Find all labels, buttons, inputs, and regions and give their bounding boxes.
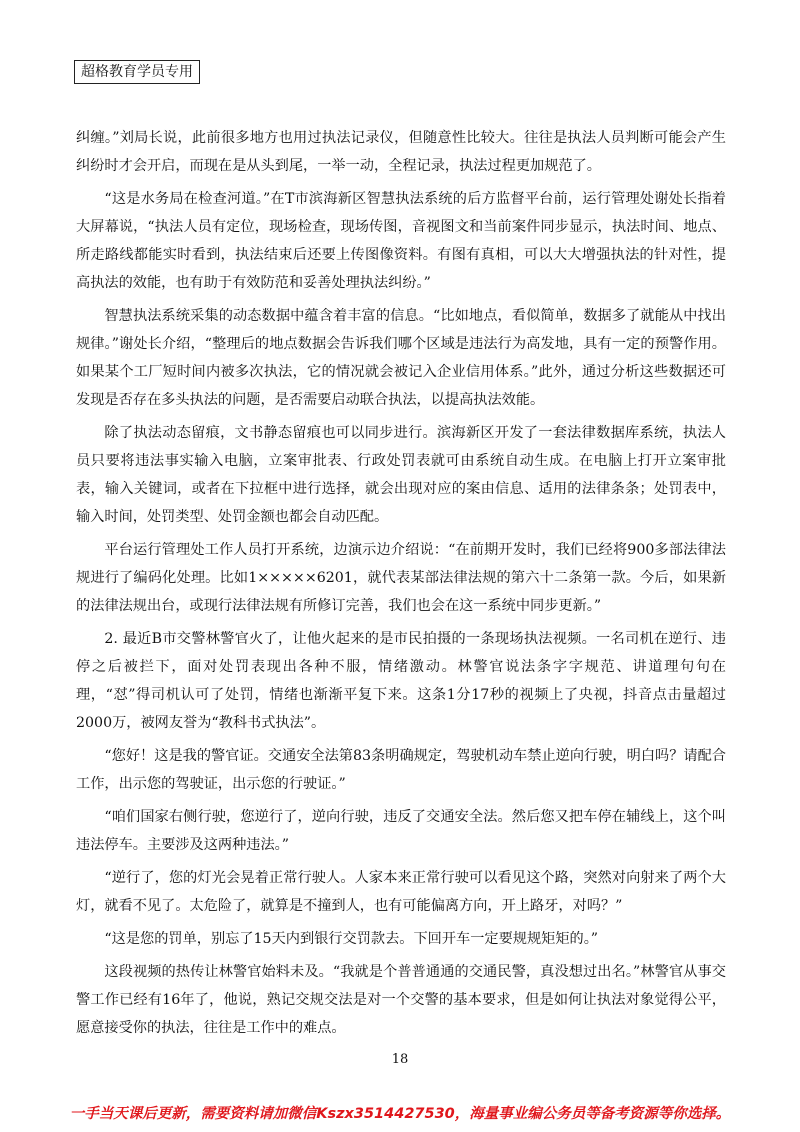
paragraph-5: 平台运行管理处工作人员打开系统，边演示边介绍说：“在前期开发时，我们已经将900多部法律法规进行了编码化处理。比如1×××××6201，就代表某部法律法规的第六十二条第一款。今后，如果新的法律法规出台，或现行法律法规有所修订完善，我们也会在这一系统中同步更新。” (76, 542, 726, 614)
footer-ad-text: 一手当天课后更新，需要资料请加微信Kszx3514427530，海量事业编公务员等备考资源等你选择。 (69, 1106, 731, 1122)
paragraph-8: “咱们国家右侧行驶，您逆行了，逆向行驶，违反了交通安全法。然后您又把车停在辅线上，这个叫违法停车。主要涉及这两种违法。” (76, 809, 726, 853)
paragraph-9: “逆行了，您的灯光会晃着正常行驶人。人家本来正常行驶可以看见这个路，突然对向射来了两个大灯，就看不见了。太危险了，就算是不撞到人，也有可能偏离方向，开上路牙，对吗？” (76, 870, 726, 914)
paragraph-2: “这是水务局在检查河道。”在T市滨海新区智慧执法系统的后方监督平台前，运行管理处谢处长指着大屏幕说，“执法人员有定位，现场检查，现场传图，音视图文和当前案件同步显示，执法时间、地点、所走路线都能实时看到，执法结束后还要上传图像资料。有图有真相，可以大大增强执法的针对性，提高执法的效能，也有助于有效防范和妥善处理执法纠纷。” (76, 191, 726, 291)
page-number: 18 (391, 1052, 409, 1067)
paragraph-11: 这段视频的热传让林警官始料未及。“我就是个普普通通的交通民警，真没想过出名。”林警官从事交警工作已经有16年了，他说，熟记交规交法是对一个交警的基本要求，但是如何让执法对象觉得公平，愿意接受你的执法，往往是工作中的难点。 (76, 964, 726, 1036)
paragraph-10: “这是您的罚单，别忘了15天内到银行交罚款去。下回开车一定要规规矩矩的。” (104, 931, 599, 947)
paragraph-1: 纠缠。”刘局长说，此前很多地方也用过执法记录仪，但随意性比较大。往往是执法人员判断可能会产生纠纷时才会开启，而现在是从头到尾，一举一动，全程记录，执法过程更加规范了。 (76, 130, 726, 174)
header-label: 超格教育学员专用 (81, 64, 193, 80)
paragraph-7: “您好！这是我的警官证。交通安全法第83条明确规定，驾驶机动车禁止逆向行驶，明白吗？请配合工作，出示您的驾驶证，出示您的行驶证。” (76, 748, 726, 792)
paragraph-6: 2. 最近B市交警林警官火了，让他火起来的是市民拍摄的一条现场执法视频。一名司机在逆行、违停之后被拦下，面对处罚表现出各种不服，情绪激动。林警官说法条字字规范、讲道理句句在理，“怼”得司机认可了处罚，情绪也渐渐平复下来。这条1分17秒的视频上了央视，抖音点击量超过2000万，被网友誉为“教科书式执法”。 (76, 631, 726, 731)
document-body (76, 124, 726, 1047)
paragraph-4: 除了执法动态留痕，文书静态留痕也可以同步进行。滨海新区开发了一套法律数据库系统，执法人员只要将违法事实输入电脑，立案审批表、行政处罚表就可由系统自动生成。在电脑上打开立案审批表，输入关键词，或者在下拉框中进行选择，就会出现对应的案由信息、适用的法律条条；处罚表中，输入时间，处罚类型、处罚金额也都会自动匹配。 (76, 425, 726, 525)
paragraph-3: 智慧执法系统采集的动态数据中蕴含着丰富的信息。“比如地点，看似简单，数据多了就能从中找出规律。”谢处长介绍，“整理后的地点数据会告诉我们哪个区域是违法行为高发地，具有一定的预警作用。如果某个工厂短时间内被多次执法，它的情况就会被记入企业信用体系。”此外，通过分析这些数据还可发现是否存在多头执法的问题，是否需要启动联合执法，以提高执法效能。 (76, 308, 726, 408)
header-label-box (74, 60, 200, 84)
